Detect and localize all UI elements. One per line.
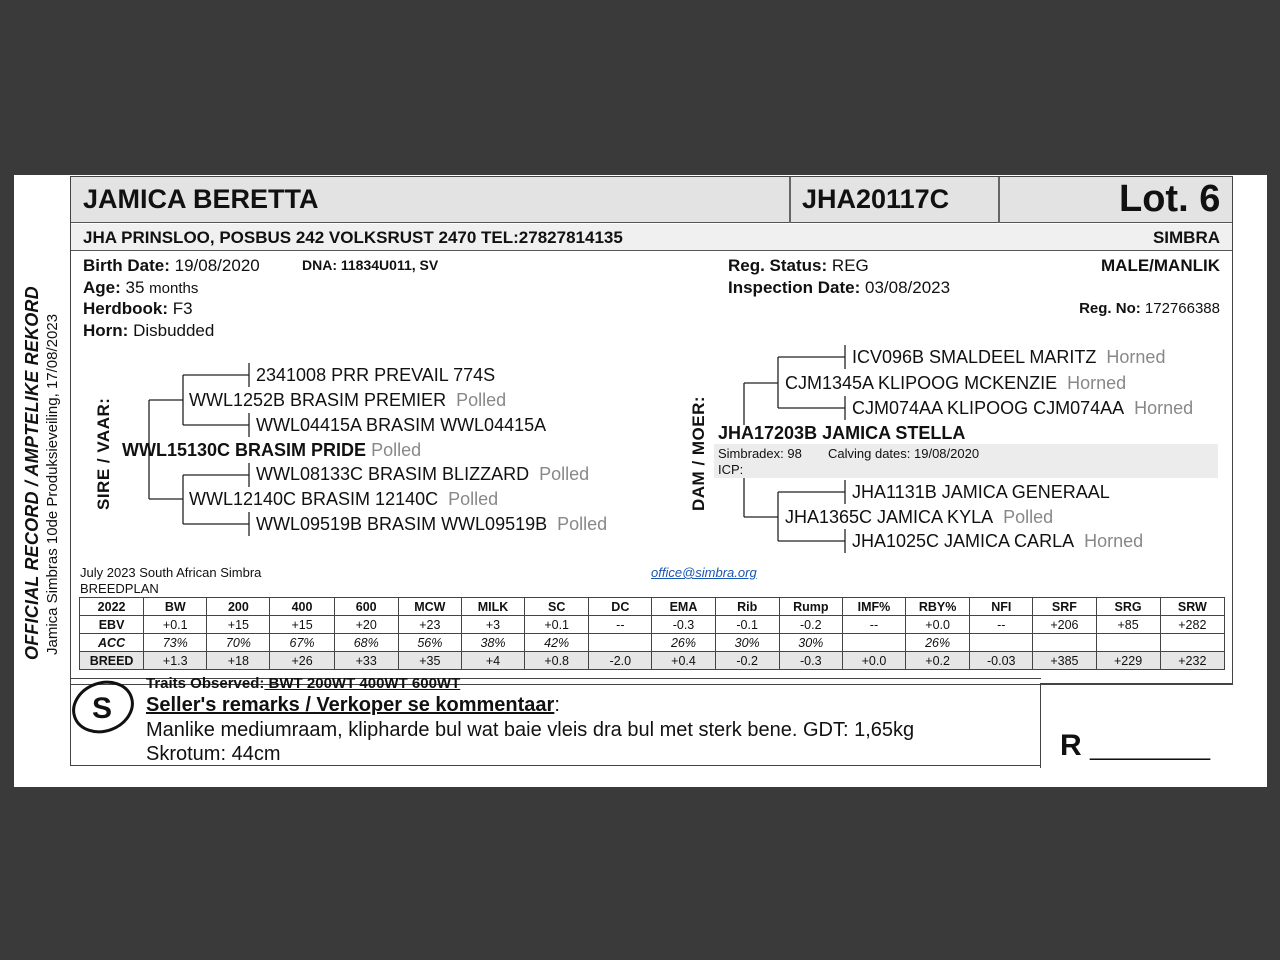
value-cell <box>970 634 1033 652</box>
value-cell: +15 <box>207 616 270 634</box>
remarks-line-2: Skrotum: 44cm <box>146 743 281 765</box>
value-cell: +3 <box>461 616 524 634</box>
value-cell: 73% <box>144 634 207 652</box>
ebv-table <box>79 597 1225 670</box>
value-cell: 42% <box>525 634 589 652</box>
svg-text:S: S <box>92 692 113 725</box>
dam-dam: JHA1365C JAMICA KYLA Polled <box>785 507 1054 527</box>
value-cell: -0.2 <box>715 652 779 670</box>
reg-status: Reg. Status: REG <box>728 256 869 275</box>
value-cell: +85 <box>1096 616 1160 634</box>
value-cell: -- <box>589 616 652 634</box>
header-cell: BW <box>144 598 207 616</box>
value-cell: -0.3 <box>652 616 715 634</box>
value-cell: +15 <box>270 616 334 634</box>
row-label: EBV <box>80 616 144 634</box>
birth-date: Birth Date: 19/08/2020 <box>83 256 260 275</box>
value-cell <box>1160 634 1224 652</box>
header-cell: Rump <box>779 598 842 616</box>
header-cell: MILK <box>461 598 524 616</box>
header-cell: IMF% <box>842 598 905 616</box>
owner-address: JHA PRINSLOO, POSBUS 242 VOLKSRUST 2470 TEL:27827814135 <box>83 228 623 247</box>
calving-dates: Calving dates: 19/08/2020 <box>828 446 980 461</box>
value-cell: +0.8 <box>525 652 589 670</box>
dam-sire-sire: ICV096B SMALDEEL MARITZ Horned <box>852 347 1166 367</box>
sale-name-label: Jamica Simbras 10de Produksieveiling, 17/08/2023 <box>44 313 61 655</box>
value-cell: 56% <box>398 634 461 652</box>
value-cell: +0.1 <box>525 616 589 634</box>
price-field[interactable]: R _________ <box>1060 729 1211 762</box>
sire-dam: WWL12140C BRASIM 12140C Polled <box>189 489 499 509</box>
value-cell: +35 <box>398 652 461 670</box>
ebv-row-acc <box>80 634 1225 652</box>
sire-sire: WWL1252B BRASIM PREMIER Polled <box>189 390 507 410</box>
row-label: BREED <box>80 652 144 670</box>
ebv-row-breed <box>80 652 1225 670</box>
value-cell: -- <box>970 616 1033 634</box>
value-cell: -0.03 <box>970 652 1033 670</box>
value-cell: -0.2 <box>779 616 842 634</box>
value-cell: +232 <box>1160 652 1224 670</box>
header-cell: RBY% <box>906 598 970 616</box>
value-cell: +20 <box>334 616 398 634</box>
simbra-logo <box>70 679 140 739</box>
dam-dam-sire: JHA1131B JAMICA GENERAAL <box>852 482 1110 502</box>
header-cell: Rib <box>715 598 779 616</box>
dna-info: DNA: 11834U011, SV <box>302 257 439 273</box>
dam-dam-dam: JHA1025C JAMICA CARLA Horned <box>852 531 1144 551</box>
value-cell: +0.0 <box>906 616 970 634</box>
header-cell: 2022 <box>80 598 144 616</box>
dam-sire-dam: CJM074AA KLIPOOG CJM074AA Horned <box>852 398 1194 418</box>
value-cell: +33 <box>334 652 398 670</box>
value-cell: -0.1 <box>715 616 779 634</box>
value-cell <box>589 634 652 652</box>
value-cell: 30% <box>779 634 842 652</box>
value-cell <box>1096 634 1160 652</box>
dam-sire: CJM1345A KLIPOOG MCKENZIE Horned <box>785 373 1127 393</box>
header-cell: SRG <box>1096 598 1160 616</box>
icp: ICP: <box>718 462 744 477</box>
horn-status: Horn: Disbudded <box>83 321 215 340</box>
header-cell: 600 <box>334 598 398 616</box>
header-cell: 200 <box>207 598 270 616</box>
sex-label: MALE/MANLIK <box>1101 256 1220 275</box>
value-cell: -2.0 <box>589 652 652 670</box>
inspection-date: Inspection Date: 03/08/2023 <box>728 278 951 297</box>
sire-dam-dam: WWL09519B BRASIM WWL09519B Polled <box>256 514 608 534</box>
header-cell: MCW <box>398 598 461 616</box>
ebv-row-ebv <box>80 616 1225 634</box>
simbradex: Simbradex: 98 <box>718 446 802 461</box>
dam-name: JHA17203B JAMICA STELLA <box>718 423 966 443</box>
value-cell: 67% <box>270 634 334 652</box>
sire-label: SIRE / VAAR: <box>94 397 113 510</box>
age: Age: 35 months <box>83 278 199 297</box>
value-cell: +23 <box>398 616 461 634</box>
sire-sire-sire: 2341008 PRR PREVAIL 774S <box>256 365 496 385</box>
breedplan-label: BREEDPLAN <box>80 581 159 596</box>
value-cell: +26 <box>270 652 334 670</box>
official-record-label: OFFICIAL RECORD / AMPTELIKE REKORD <box>22 286 42 660</box>
sire-name: WWL15130C BRASIM PRIDE Polled <box>122 440 422 460</box>
traits-observed: Traits Observed: BWT 200WT 400WT 600WT <box>146 675 461 692</box>
value-cell: 30% <box>715 634 779 652</box>
reg-number: Reg. No: 172766388 <box>1079 300 1220 317</box>
header-cell: 400 <box>270 598 334 616</box>
value-cell: 26% <box>906 634 970 652</box>
row-label: ACC <box>80 634 144 652</box>
breedplan-date: July 2023 South African Simbra <box>80 565 262 580</box>
value-cell: +0.2 <box>906 652 970 670</box>
value-cell: 70% <box>207 634 270 652</box>
sire-sire-dam: WWL04415A BRASIM WWL04415A <box>256 415 547 435</box>
header-cell: SRW <box>1160 598 1224 616</box>
value-cell: +0.4 <box>652 652 715 670</box>
value-cell: +0.1 <box>144 616 207 634</box>
header-cell: SC <box>525 598 589 616</box>
value-cell <box>842 634 905 652</box>
value-cell: -- <box>842 616 905 634</box>
value-cell: +18 <box>207 652 270 670</box>
breed-label: SIMBRA <box>1152 228 1220 247</box>
value-cell: +282 <box>1160 616 1224 634</box>
email-link[interactable]: office@simbra.org <box>651 565 757 580</box>
animal-name: JAMICA BERETTA <box>83 184 319 214</box>
header-cell: EMA <box>652 598 715 616</box>
value-cell: +206 <box>1033 616 1096 634</box>
value-cell <box>1033 634 1096 652</box>
dam-label: DAM / MOER: <box>689 395 708 511</box>
value-cell: +1.3 <box>144 652 207 670</box>
value-cell: 68% <box>334 634 398 652</box>
value-cell: +385 <box>1033 652 1096 670</box>
value-cell: -0.3 <box>779 652 842 670</box>
header-cell: DC <box>589 598 652 616</box>
ebv-header-row <box>80 598 1225 616</box>
registration-code: JHA20117C <box>802 184 950 214</box>
sire-dam-sire: WWL08133C BRASIM BLIZZARD Polled <box>256 464 590 484</box>
value-cell: 38% <box>461 634 524 652</box>
seller-remarks-heading: Seller's remarks / Verkoper se kommentaar: <box>146 694 560 716</box>
lot-number: Lot. 6 <box>1119 178 1221 220</box>
value-cell: +0.0 <box>842 652 905 670</box>
remarks-line-1: Manlike mediumraam, klipharde bul wat baie vleis dra bul met sterk bene. GDT: 1,65kg <box>146 719 915 741</box>
herdbook: Herdbook: F3 <box>83 299 193 318</box>
header-cell: SRF <box>1033 598 1096 616</box>
value-cell: +229 <box>1096 652 1160 670</box>
value-cell: 26% <box>652 634 715 652</box>
value-cell: +4 <box>461 652 524 670</box>
header-cell: NFI <box>970 598 1033 616</box>
